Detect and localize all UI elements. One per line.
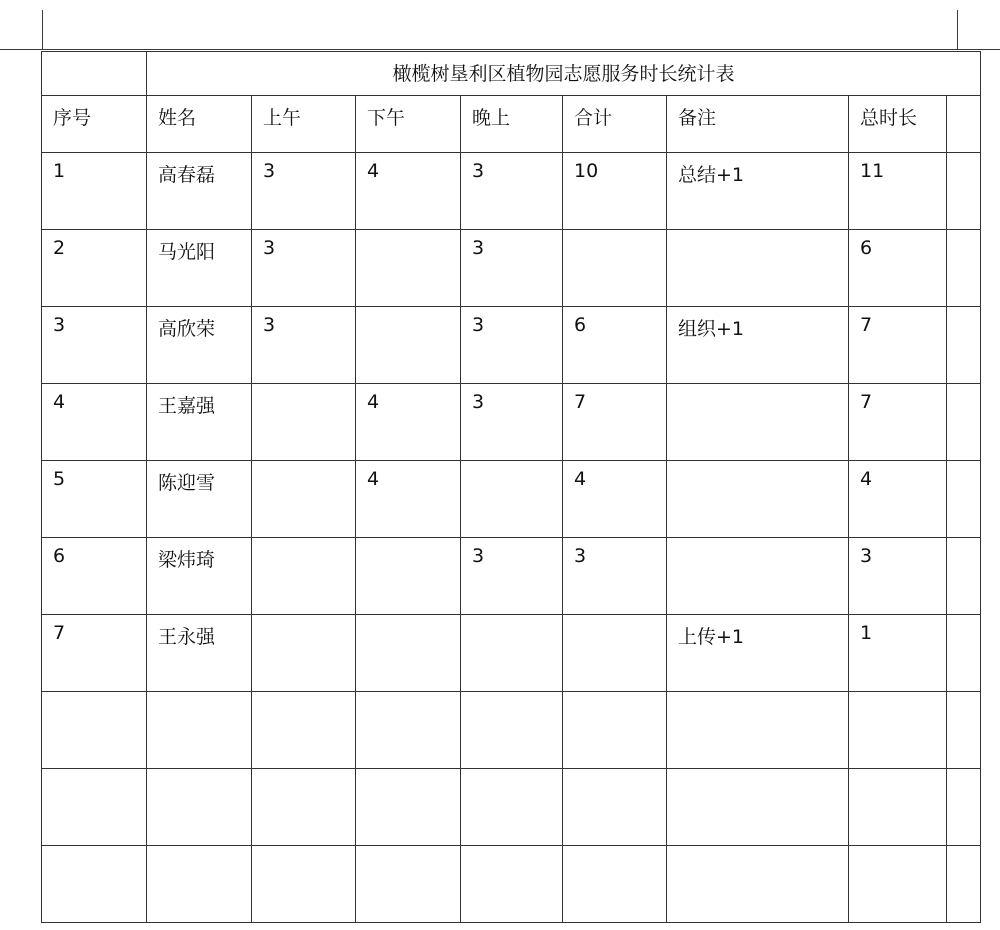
- table-row: [42, 307, 981, 384]
- empty-cell[interactable]: [947, 692, 981, 769]
- header-extra-cell[interactable]: [947, 96, 981, 153]
- empty-table-row: [42, 692, 981, 769]
- empty-cell[interactable]: [849, 692, 947, 769]
- table-row: [42, 230, 981, 307]
- cell-name[interactable]: 高春磊: [147, 153, 252, 230]
- cell-extra[interactable]: [947, 615, 981, 692]
- cell-remark[interactable]: [667, 384, 849, 461]
- empty-cell[interactable]: [147, 769, 252, 846]
- cell-remark[interactable]: 总结+1: [667, 153, 849, 230]
- cell-evening[interactable]: 3: [461, 538, 563, 615]
- cell-name[interactable]: 王嘉强: [147, 384, 252, 461]
- cell-total[interactable]: 11: [849, 153, 947, 230]
- cell-remark[interactable]: 组织+1: [667, 307, 849, 384]
- cell-extra[interactable]: [947, 538, 981, 615]
- empty-cell[interactable]: [947, 769, 981, 846]
- cell-subtotal[interactable]: 3: [563, 538, 667, 615]
- empty-cell[interactable]: [947, 846, 981, 923]
- cell-afternoon[interactable]: [356, 230, 461, 307]
- empty-cell[interactable]: [667, 769, 849, 846]
- table-row: [42, 615, 981, 692]
- cell-morning[interactable]: 3: [252, 230, 356, 307]
- cell-seq[interactable]: 2: [42, 230, 147, 307]
- cell-total[interactable]: 7: [849, 307, 947, 384]
- empty-cell[interactable]: [252, 846, 356, 923]
- cell-extra[interactable]: [947, 153, 981, 230]
- cell-morning[interactable]: [252, 384, 356, 461]
- header-row: [42, 96, 981, 153]
- empty-cell[interactable]: [667, 692, 849, 769]
- cell-total[interactable]: 4: [849, 461, 947, 538]
- cell-seq[interactable]: 3: [42, 307, 147, 384]
- table-title[interactable]: 橄榄树垦利区植物园志愿服务时长统计表: [147, 52, 981, 96]
- empty-table-row: [42, 846, 981, 923]
- cell-morning[interactable]: [252, 461, 356, 538]
- table-row: [42, 461, 981, 538]
- empty-cell[interactable]: [356, 692, 461, 769]
- cell-remark[interactable]: 上传+1: [667, 615, 849, 692]
- cell-subtotal[interactable]: 7: [563, 384, 667, 461]
- cell-evening[interactable]: 3: [461, 307, 563, 384]
- header-morning[interactable]: 上午: [252, 96, 356, 153]
- cell-extra[interactable]: [947, 461, 981, 538]
- header-name[interactable]: 姓名: [147, 96, 252, 153]
- empty-cell[interactable]: [667, 846, 849, 923]
- cell-seq[interactable]: 4: [42, 384, 147, 461]
- empty-cell[interactable]: [252, 769, 356, 846]
- cell-evening[interactable]: [461, 461, 563, 538]
- cell-subtotal[interactable]: [563, 230, 667, 307]
- cell-name[interactable]: 王永强: [147, 615, 252, 692]
- empty-cell[interactable]: [563, 846, 667, 923]
- table-row: [42, 384, 981, 461]
- cell-morning[interactable]: 3: [252, 153, 356, 230]
- table-row: [42, 538, 981, 615]
- header-evening[interactable]: 晚上: [461, 96, 563, 153]
- cell-total[interactable]: 1: [849, 615, 947, 692]
- empty-cell[interactable]: [461, 769, 563, 846]
- cell-afternoon[interactable]: 4: [356, 153, 461, 230]
- empty-cell[interactable]: [147, 846, 252, 923]
- empty-cell[interactable]: [461, 692, 563, 769]
- header-remark[interactable]: 备注: [667, 96, 849, 153]
- title-row: [42, 52, 981, 96]
- cell-evening[interactable]: 3: [461, 384, 563, 461]
- cell-extra[interactable]: [947, 230, 981, 307]
- cell-subtotal[interactable]: 6: [563, 307, 667, 384]
- empty-cell[interactable]: [849, 846, 947, 923]
- cell-remark[interactable]: [667, 230, 849, 307]
- cell-evening[interactable]: [461, 615, 563, 692]
- cell-name[interactable]: 高欣荣: [147, 307, 252, 384]
- cell-seq[interactable]: 1: [42, 153, 147, 230]
- cell-afternoon[interactable]: [356, 615, 461, 692]
- cell-subtotal[interactable]: [563, 615, 667, 692]
- empty-cell[interactable]: [42, 692, 147, 769]
- margin-mark-top: [0, 49, 1000, 50]
- cell-name[interactable]: 梁炜琦: [147, 538, 252, 615]
- cell-name[interactable]: 陈迎雪: [147, 461, 252, 538]
- cell-morning[interactable]: [252, 538, 356, 615]
- empty-cell[interactable]: [252, 692, 356, 769]
- empty-cell[interactable]: [563, 769, 667, 846]
- header-afternoon[interactable]: 下午: [356, 96, 461, 153]
- cell-evening[interactable]: 3: [461, 153, 563, 230]
- cell-seq[interactable]: 6: [42, 538, 147, 615]
- table-row: [42, 153, 981, 230]
- cell-evening[interactable]: 3: [461, 230, 563, 307]
- cell-remark[interactable]: [667, 538, 849, 615]
- margin-mark-left: [42, 10, 43, 49]
- cell-seq[interactable]: 7: [42, 615, 147, 692]
- volunteer-hours-table: [41, 51, 981, 923]
- empty-cell[interactable]: [356, 846, 461, 923]
- cell-afternoon[interactable]: [356, 538, 461, 615]
- cell-extra[interactable]: [947, 307, 981, 384]
- cell-total[interactable]: 6: [849, 230, 947, 307]
- header-subtotal[interactable]: 合计: [563, 96, 667, 153]
- cell-extra[interactable]: [947, 384, 981, 461]
- cell-afternoon[interactable]: 4: [356, 384, 461, 461]
- header-total[interactable]: 总时长: [849, 96, 947, 153]
- empty-cell[interactable]: [356, 769, 461, 846]
- cell-morning[interactable]: [252, 615, 356, 692]
- cell-remark[interactable]: [667, 461, 849, 538]
- cell-total[interactable]: 7: [849, 384, 947, 461]
- cell-subtotal[interactable]: 4: [563, 461, 667, 538]
- empty-cell[interactable]: [42, 846, 147, 923]
- empty-cell[interactable]: [563, 692, 667, 769]
- empty-cell[interactable]: [461, 846, 563, 923]
- header-seq[interactable]: 序号: [42, 96, 147, 153]
- cell-seq[interactable]: 5: [42, 461, 147, 538]
- cell-morning[interactable]: 3: [252, 307, 356, 384]
- title-blank-cell[interactable]: [42, 52, 147, 96]
- cell-afternoon[interactable]: [356, 307, 461, 384]
- cell-total[interactable]: 3: [849, 538, 947, 615]
- cell-afternoon[interactable]: 4: [356, 461, 461, 538]
- empty-cell[interactable]: [849, 769, 947, 846]
- cell-name[interactable]: 马光阳: [147, 230, 252, 307]
- margin-mark-right: [957, 10, 958, 49]
- empty-cell[interactable]: [147, 692, 252, 769]
- empty-cell[interactable]: [42, 769, 147, 846]
- empty-table-row: [42, 769, 981, 846]
- cell-subtotal[interactable]: 10: [563, 153, 667, 230]
